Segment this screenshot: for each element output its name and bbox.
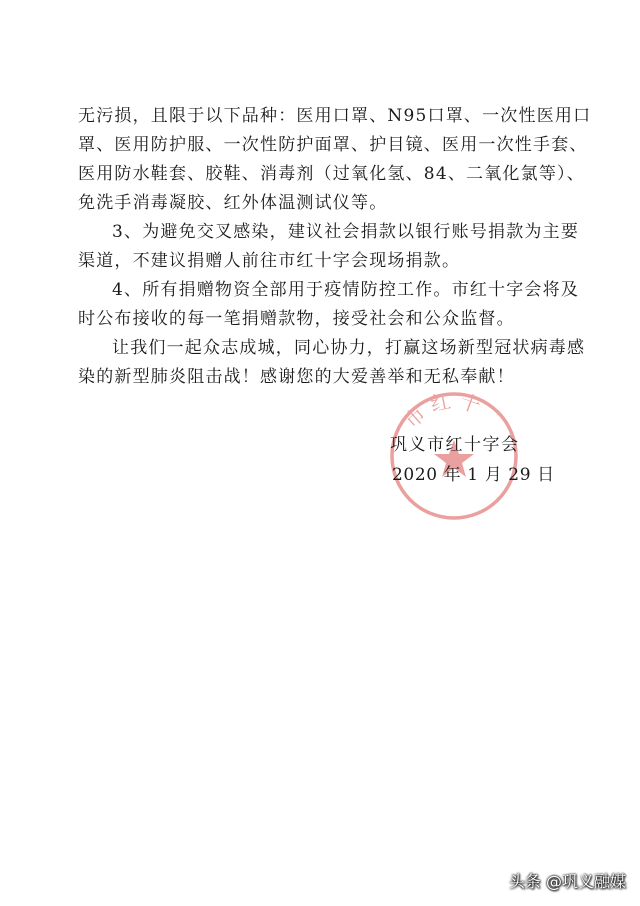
text-line: 染的新型肺炎阻击战！感谢您的大爱善举和无私奉献！ bbox=[78, 367, 515, 387]
svg-text:市红十 bbox=[399, 388, 489, 433]
text-line: 无污损，且限于以下品种：医用口罩、N95口罩、一次性医用口 bbox=[78, 106, 592, 126]
text-line: 3、为避免交叉感染，建议社会捐款以银行账号捐款为主要 bbox=[112, 222, 580, 242]
paragraph-items bbox=[78, 102, 592, 218]
text-line: 免洗手消毒凝胶、红外体温测试仪等。 bbox=[78, 193, 388, 213]
paragraph-3 bbox=[78, 218, 578, 276]
text-line: 渠道，不建议捐赠人前往市红十字会现场捐款。 bbox=[78, 251, 461, 271]
text-line: 罩、医用防护服、一次性防护面罩、护目镜、医用一次性手套、 bbox=[78, 135, 588, 155]
source-watermark: 头条 @巩义融媒 bbox=[508, 872, 626, 891]
paragraph-4 bbox=[78, 276, 578, 334]
text-line: 4、所有捐赠物资全部用于疫情防控工作。市红十字会将及 bbox=[112, 280, 580, 300]
text-line: 医用防水鞋套、胶鞋、消毒剂（过氧化氢、84、二氧化氯等）、 bbox=[78, 164, 585, 184]
signature-organization: 巩义市红十字会 bbox=[390, 435, 520, 455]
text-line: 让我们一起众志成城，同心协力，打赢这场新型冠状病毒感 bbox=[112, 338, 586, 358]
text-line: 时公布接收的每一笔捐赠款物，接受社会和公众监督。 bbox=[78, 309, 515, 329]
stamp-text: 市红十 bbox=[399, 387, 490, 433]
signature-date: 2020 年 1 月 29 日 bbox=[392, 465, 555, 485]
